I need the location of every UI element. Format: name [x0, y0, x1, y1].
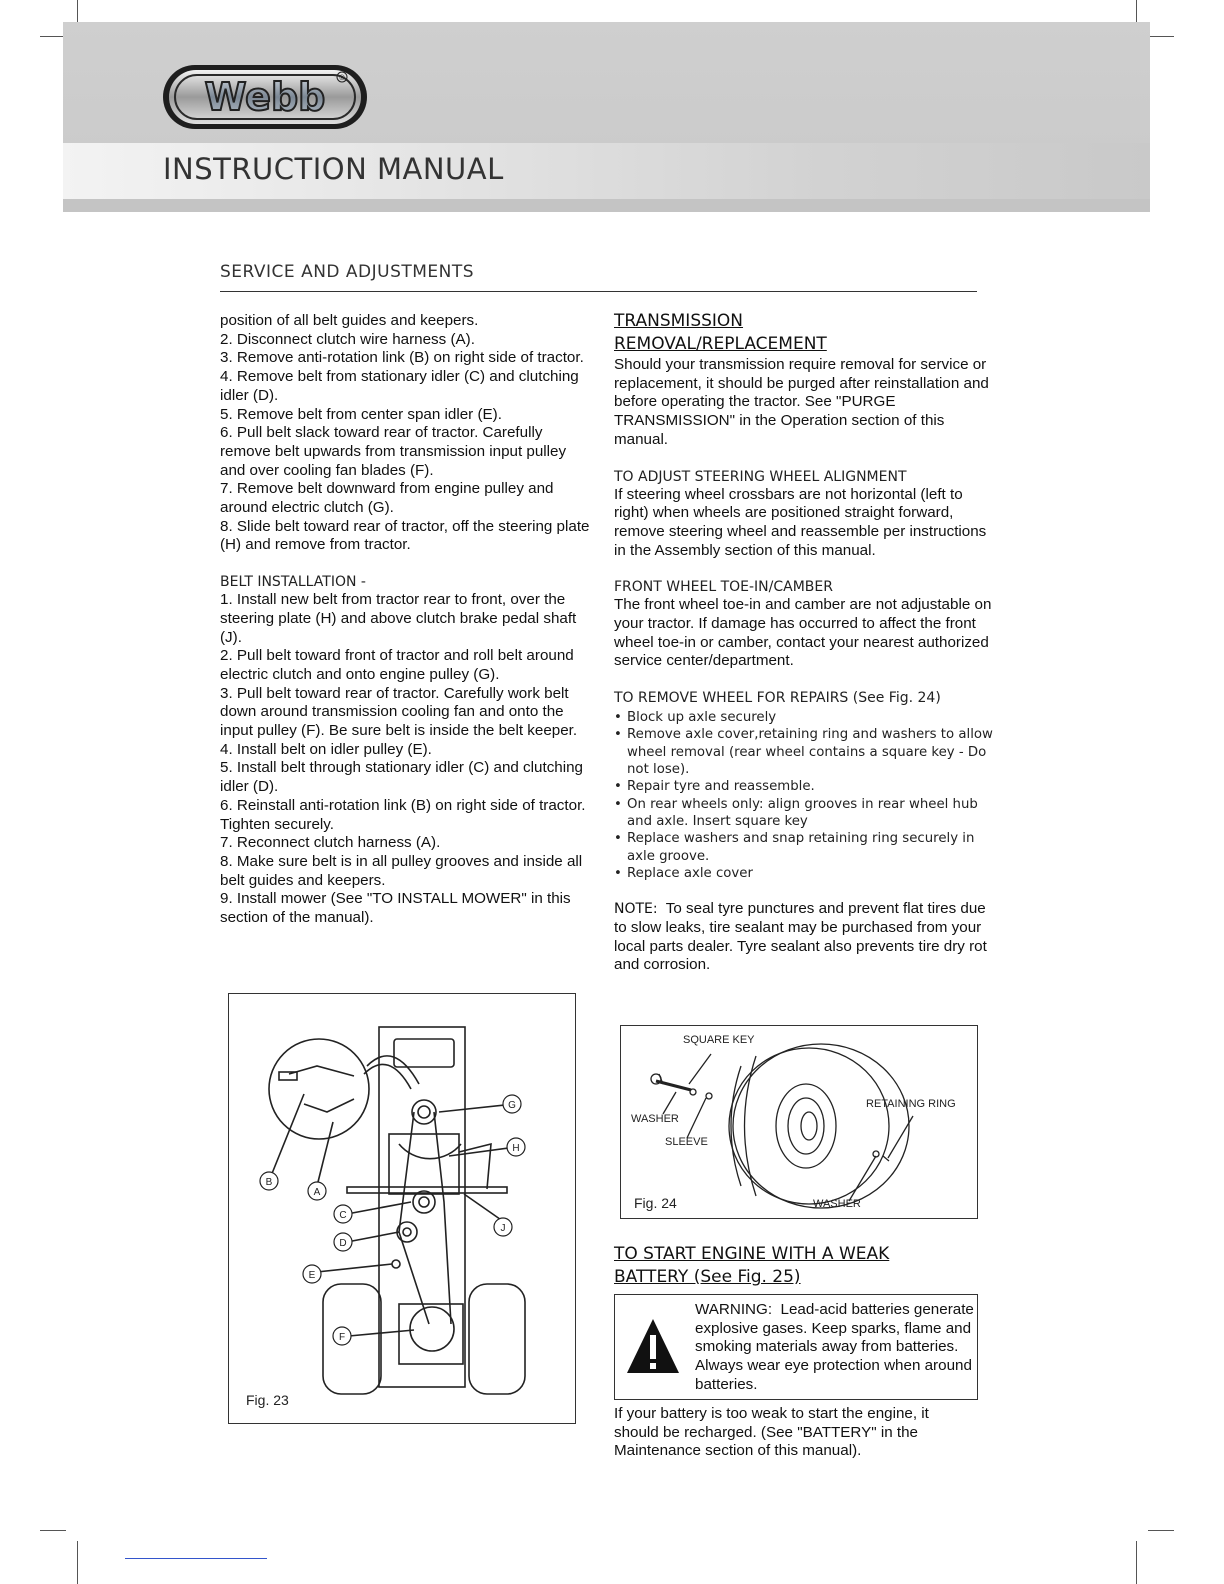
removal-step: 8. Slide belt toward rear of tractor, off the steering plate (H) and remove from tractor.	[220, 517, 590, 554]
removal-step: 3. Remove anti-rotation link (B) on right side of tractor.	[220, 349, 584, 367]
removal-step: position of all belt guides and keepers.	[220, 312, 479, 329]
transmission-heading: TRANSMISSION	[614, 311, 744, 331]
transmission-heading-line2: REMOVAL/REPLACEMENT	[614, 334, 827, 354]
label-c: C	[339, 1210, 347, 1221]
installation-step: 3. Pull belt toward rear of tractor. Carefully work belt down around transmission cooling fan and onto the input pulley (F). Be sure belt is inside the belt keeper.	[220, 684, 578, 740]
label-washer-left: WASHER	[631, 1113, 679, 1125]
removal-step: 4. Remove belt from stationary idler (C) and clutching idler (D).	[220, 368, 579, 404]
removal-step: 5. Remove belt from center span idler (E).	[220, 405, 502, 423]
list-item: • Replace washers and snap retaining ring securely in axle groove.	[614, 830, 994, 865]
crop-mark	[1148, 36, 1174, 37]
label-washer-bottom: WASHER	[813, 1198, 861, 1210]
note-label: NOTE:	[614, 901, 658, 918]
label-h: H	[512, 1143, 520, 1154]
figure-23	[228, 993, 576, 1424]
label-a: A	[313, 1187, 321, 1198]
right-column	[614, 310, 994, 975]
label-retaining-ring: RETAINING RING	[866, 1098, 956, 1110]
logo-text: Webb	[204, 75, 326, 119]
installation-step: 2. Pull belt toward front of tractor and roll belt around electric clutch and onto engine pulley (G).	[220, 647, 574, 683]
removal-step: 7. Remove belt downward from engine pulley and around electric clutch (G).	[220, 480, 554, 517]
figure-24	[620, 1025, 978, 1219]
installation-step: 7. Reconnect clutch harness (A).	[220, 834, 441, 852]
crop-mark	[40, 1530, 66, 1531]
belt-installation-heading: BELT INSTALLATION -	[220, 574, 366, 591]
installation-step: 8. Make sure belt is in all pulley grooves and inside all belt guides and keepers.	[220, 852, 583, 889]
figure-23-caption: Fig. 23	[246, 1392, 289, 1408]
wheel-repair-heading: TO REMOVE WHEEL FOR REPAIRS (See Fig. 24)	[614, 690, 941, 707]
manual-title: INSTRUCTION MANUAL	[163, 152, 504, 186]
crop-mark	[1136, 1541, 1137, 1584]
toe-in-heading: FRONT WHEEL TOE-IN/CAMBER	[614, 579, 833, 596]
footer-link-underline	[125, 1558, 267, 1559]
wheel-repair-list	[614, 709, 994, 882]
list-item: • Replace axle cover	[614, 865, 994, 882]
warning-body: Lead-acid batteries generate explosive gases. Keep sparks, flame and smoking materials away from batteries. Always wear eye protection when around batteries.	[695, 1301, 974, 1393]
weak-battery-heading-block	[614, 1243, 994, 1289]
installation-step: 9. Install mower (See "TO INSTALL MOWER" in this section of the manual).	[220, 890, 571, 927]
steering-heading: TO ADJUST STEERING WHEEL ALIGNMENT	[614, 468, 907, 485]
steering-body: If steering wheel crossbars are not horizontal (left to right) when wheels are positioned straight forward, remove steering wheel and reassemble per instructions in the Assembly section of this manual.	[614, 485, 987, 559]
list-item: • On rear wheels only: align grooves in rear wheel hub and axle. Insert square key	[614, 796, 994, 831]
label-j: J	[500, 1223, 506, 1234]
tractor-belt-diagram	[229, 994, 575, 1423]
warning-label: WARNING:	[695, 1301, 773, 1318]
note-paragraph	[614, 900, 994, 975]
label-g: G	[508, 1100, 516, 1111]
installation-step: 1. Install new belt from tractor rear to front, over the steering plate (H) and above clutch brake pedal shaft (J).	[220, 591, 577, 646]
figure-24-caption: Fig. 24	[634, 1195, 677, 1211]
label-d: D	[339, 1238, 347, 1249]
weak-battery-body: If your battery is too weak to start the engine, it should be recharged. (See "BATTERY" in the Maintenance section of this manual).	[614, 1405, 929, 1460]
list-item: • Remove axle cover,retaining ring and washers to allow wheel removal (rear wheel contains a square key - Do not lose).	[614, 726, 994, 778]
warning-box	[614, 1294, 978, 1400]
transmission-body: Should your transmission require removal for service or replacement, it should be purged after reinstallation and before operating the tractor. See "PURGE TRANSMISSION" in the Operation section of this manual.	[614, 356, 989, 448]
webb-logo	[160, 60, 370, 136]
removal-step: 6. Pull belt slack toward rear of tractor. Carefully remove belt upwards from transmission input pulley and over cooling fan blades (F).	[220, 424, 567, 479]
crop-mark	[1148, 1530, 1174, 1531]
list-item: • Block up axle securely	[614, 709, 994, 726]
removal-step: 2. Disconnect clutch wire harness (A).	[220, 330, 475, 348]
list-item: • Repair tyre and reassemble.	[614, 778, 994, 795]
left-column	[220, 312, 590, 928]
warning-text	[695, 1301, 975, 1395]
crop-mark	[77, 1541, 78, 1584]
installation-step: 6. Reinstall anti-rotation link (B) on right side of tractor. Tighten securely.	[220, 796, 586, 833]
installation-step: 4. Install belt on idler pulley (E).	[220, 740, 432, 758]
section-rule	[220, 291, 977, 292]
svg-text:®: ®	[338, 74, 346, 82]
header-shadow	[63, 199, 1150, 212]
section-title: SERVICE AND ADJUSTMENTS	[220, 262, 475, 282]
note-body: To seal tyre punctures and prevent flat tires due to slow leaks, tire sealant may be purchased from your local parts dealer. Tyre sealant also prevents tire dry rot and corrosion.	[614, 900, 987, 974]
label-square-key: SQUARE KEY	[683, 1034, 755, 1046]
weak-battery-heading-line2: BATTERY (See Fig. 25)	[614, 1267, 801, 1287]
label-f: F	[338, 1332, 346, 1343]
label-e: E	[308, 1270, 316, 1281]
toe-in-body: The front wheel toe-in and camber are not adjustable on your tractor. If damage has occurred to affect the front wheel toe-in or camber, contact your nearest authorized service center/department.	[614, 596, 992, 670]
installation-step: 5. Install belt through stationary idler (C) and clutching idler (D).	[220, 759, 584, 796]
label-sleeve: SLEEVE	[665, 1136, 708, 1148]
weak-battery-heading: TO START ENGINE WITH A WEAK	[614, 1244, 890, 1264]
label-b: B	[265, 1177, 273, 1188]
warning-triangle-icon	[625, 1317, 681, 1377]
